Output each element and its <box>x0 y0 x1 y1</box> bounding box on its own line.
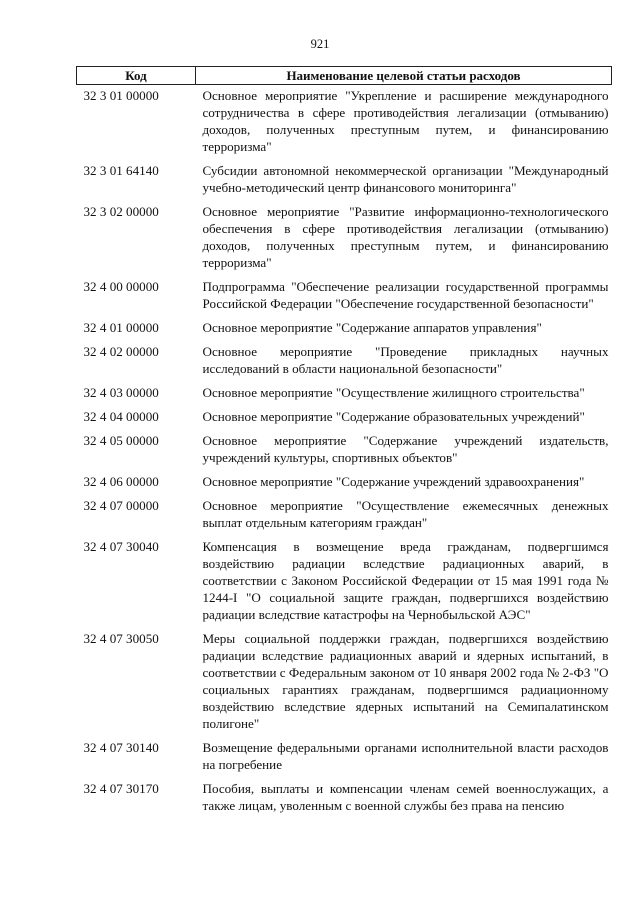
table-row <box>77 496 612 537</box>
row-code: 32 4 01 00000 <box>83 320 159 335</box>
row-code: 32 4 07 00000 <box>83 498 159 513</box>
table-row <box>77 85 612 162</box>
row-code: 32 3 02 00000 <box>83 204 159 219</box>
table-row <box>77 738 612 779</box>
row-name: Пособия, выплаты и компенсации членам семей военнослужащих, а также лицам, уволенным с военной службы без права на пенсию <box>202 781 609 813</box>
row-code: 32 4 04 00000 <box>83 409 159 424</box>
row-code: 32 4 07 30050 <box>83 631 159 646</box>
row-name: Основное мероприятие "Содержание учреждений издательств, учреждений культуры, спортивных объектов" <box>202 433 609 465</box>
row-code: 32 3 01 64140 <box>83 163 159 178</box>
row-code: 32 4 00 00000 <box>83 279 159 294</box>
table-row <box>77 537 612 629</box>
row-name: Компенсация в возмещение вреда гражданам, подвергшимся воздействию радиации вследствие радиационных аварий, в соответствии с Законом Российской Федерации от 15 мая 1991 года № 1244-I "О социальной защите граждан, подвергшихся воздействию радиации вследствие катастрофы на Чернобыльской АЭС" <box>202 539 609 622</box>
header-code: Код <box>77 67 196 85</box>
row-code: 32 4 07 30040 <box>83 539 159 554</box>
row-name: Возмещение федеральными органами исполнительной власти расходов на погребение <box>202 740 609 772</box>
row-name: Основное мероприятие "Содержание учреждений здравоохранения" <box>202 474 585 489</box>
row-code: 32 3 01 00000 <box>83 88 159 103</box>
row-code: 32 4 07 30140 <box>83 740 159 755</box>
row-name: Основное мероприятие "Проведение прикладных научных исследований в области национальной безопасности" <box>202 344 609 376</box>
page-number: 921 <box>310 37 330 51</box>
header-name: Наименование целевой статьи расходов <box>196 67 612 85</box>
row-name: Основное мероприятие "Осуществление ежемесячных денежных выплат отдельным категориям граждан" <box>202 498 609 530</box>
row-code: 32 4 06 00000 <box>83 474 159 489</box>
row-name: Субсидии автономной некоммерческой организации "Международный учебно-методический центр финансового мониторинга" <box>202 163 609 195</box>
row-code: 32 4 03 00000 <box>83 385 159 400</box>
table-body <box>77 85 612 821</box>
row-code: 32 4 02 00000 <box>83 344 159 359</box>
table-row <box>77 383 612 407</box>
table-row <box>77 407 612 431</box>
row-code: 32 4 07 30170 <box>83 781 159 796</box>
row-name: Основное мероприятие "Содержание образовательных учреждений" <box>202 409 585 424</box>
table-row <box>77 277 612 318</box>
table-row <box>77 431 612 472</box>
table-row <box>77 202 612 277</box>
table-header <box>77 67 612 85</box>
row-code: 32 4 05 00000 <box>83 433 159 448</box>
row-name: Основное мероприятие "Содержание аппаратов управления" <box>202 320 542 335</box>
table-row <box>77 161 612 202</box>
table-row <box>77 472 612 496</box>
table-header-row <box>77 67 612 85</box>
row-name: Меры социальной поддержки граждан, подвергшихся воздействию радиации вследствие радиационных аварий и ядерных испытаний, в соответствии с Федеральным законом от 10 января 2002 года № 2-ФЗ "О социальных гарантиях гражданам, подвергшимся радиационному воздействию вследствие ядерных испытаний на Семипалатинском полигоне" <box>202 631 609 731</box>
table-row <box>77 318 612 342</box>
row-name: Подпрограмма "Обеспечение реализации государственной программы Российской Федерации "Обеспечение государственной безопасности" <box>202 279 609 311</box>
budget-classification-table <box>76 66 612 820</box>
row-name: Основное мероприятие "Укрепление и расширение международного сотрудничества в сфере противодействия легализации (отмыванию) доходов, полученных преступным путем, и финансированию терроризма" <box>202 88 609 154</box>
row-name: Основное мероприятие "Осуществление жилищного строительства" <box>202 385 585 400</box>
table-row <box>77 629 612 738</box>
table-row <box>77 342 612 383</box>
row-name: Основное мероприятие "Развитие информационно-технологического обеспечения в сфере противодействия легализации (отмыванию) доходов, полученных преступным путем, и финансированию терроризма" <box>202 204 609 270</box>
table-row <box>77 779 612 820</box>
